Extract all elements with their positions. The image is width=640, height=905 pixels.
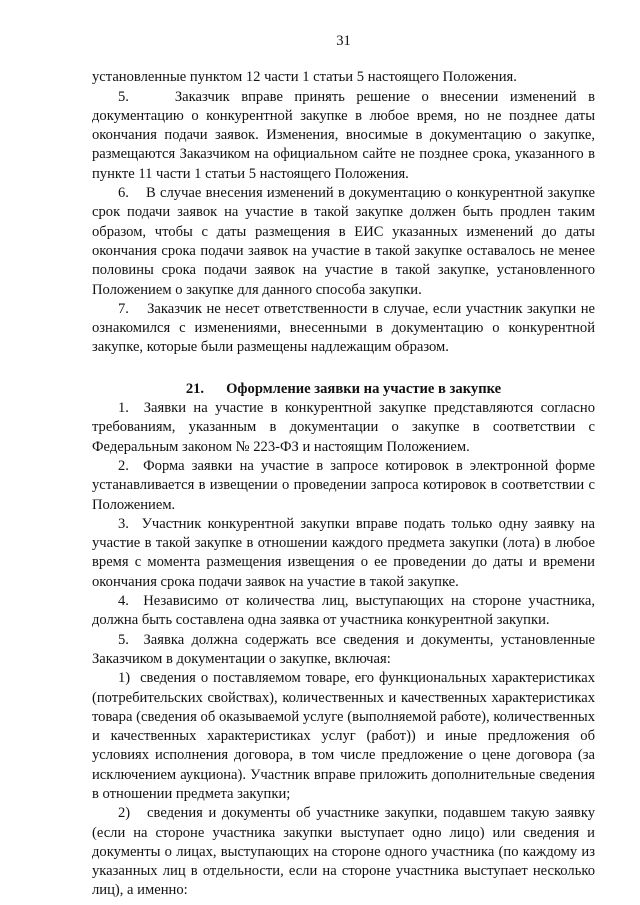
paragraph-item-5: 5. Заказчик вправе принять решение о внесении изменений в документацию о конкурентной закупке в любое время, но не позднее даты окончания подачи заявок. Изменения, вносимые в документацию о закупке, размещаются Заказчиком на официальном сайте не позднее срока, указанного в пункте 11 части 1 статьи 5 настоящего Положения. — [92, 88, 595, 182]
subitem-2: 2) сведения и документы об участнике закупки, подавшем такую заявку (если на стороне участника закупки выступает одно лицо) или сведения и документы о лицах, выступающих на стороне одного участника (по каждому из указанных лиц в отдельности, если на стороне участника выступает несколько лиц), а именно: — [92, 805, 595, 899]
document-page — [92, 32, 595, 901]
section-paragraph-5: 5. Заявка должна содержать все сведения и документы, установленные Заказчиком в документации о закупке, включая: — [92, 631, 595, 667]
section-paragraph-4: 4. Независимо от количества лиц, выступающих на стороне участника, должна быть составлена одна заявка от участника конкурентной закупки. — [92, 593, 595, 629]
section-title: Оформление заявки на участие в закупке — [226, 380, 502, 397]
paragraph-continuation: установленные пунктом 12 части 1 статьи 5 настоящего Положения. — [92, 69, 517, 86]
section-number: 21. — [185, 380, 205, 397]
paragraph-item-7: 7. Заказчик не несет ответственности в случае, если участник закупки не ознакомился с изменениями, внесенными в документацию о конкурентной закупке, которые были размещены надлежащим образом. — [92, 300, 595, 356]
section-paragraph-3: 3. Участник конкурентной закупки вправе подать только одну заявку на участие в такой закупке в отношении каждого предмета закупки (лота) в любое время с момента размещения извещения о ее проведении до даты и времени окончания срока подачи заявок на участие в такой закупке. — [92, 515, 595, 590]
section-paragraph-1: 1. Заявки на участие в конкурентной закупке представляются согласно требованиям, указанным в документации о закупке в соответствии с Федеральным законом № 223-ФЗ и настоящим Положением. — [92, 400, 595, 455]
page-number: 31 — [336, 33, 351, 49]
subitem-1: 1) сведения о поставляемом товаре, его функциональных характеристиках (потребительских свойствах), количественных и качественных характеристиках товара (сведения об оказываемой услуге (выполняемой работе), количественных и качественных характеристиках услуг (работ)) и иные предложения об условиях исполнения договора, в том числе предложение о цене договора (за исключением аукциона). Участник вправе приложить дополнительные сведения в отношении предмета закупки; — [92, 670, 595, 802]
section-spacer — [92, 358, 595, 369]
paragraph-item-6: 6. В случае внесения изменений в документацию о конкурентной закупке срок подачи заявок на участие в такой закупке должен быть продлен таким образом, чтобы с даты размещения в ЕИС указанных изменений до даты окончания срока подачи заявок на участие в такой закупке оставалось не менее половины срока подачи заявок на участие в такой закупке, установленного Положением о закупке для данного способа закупки. — [92, 185, 595, 298]
section-heading — [92, 380, 595, 399]
section-paragraph-2: 2. Форма заявки на участие в запросе котировок в электронной форме устанавливается в извещении о проведении запроса котировок в соответствии с Положением. — [92, 457, 595, 513]
